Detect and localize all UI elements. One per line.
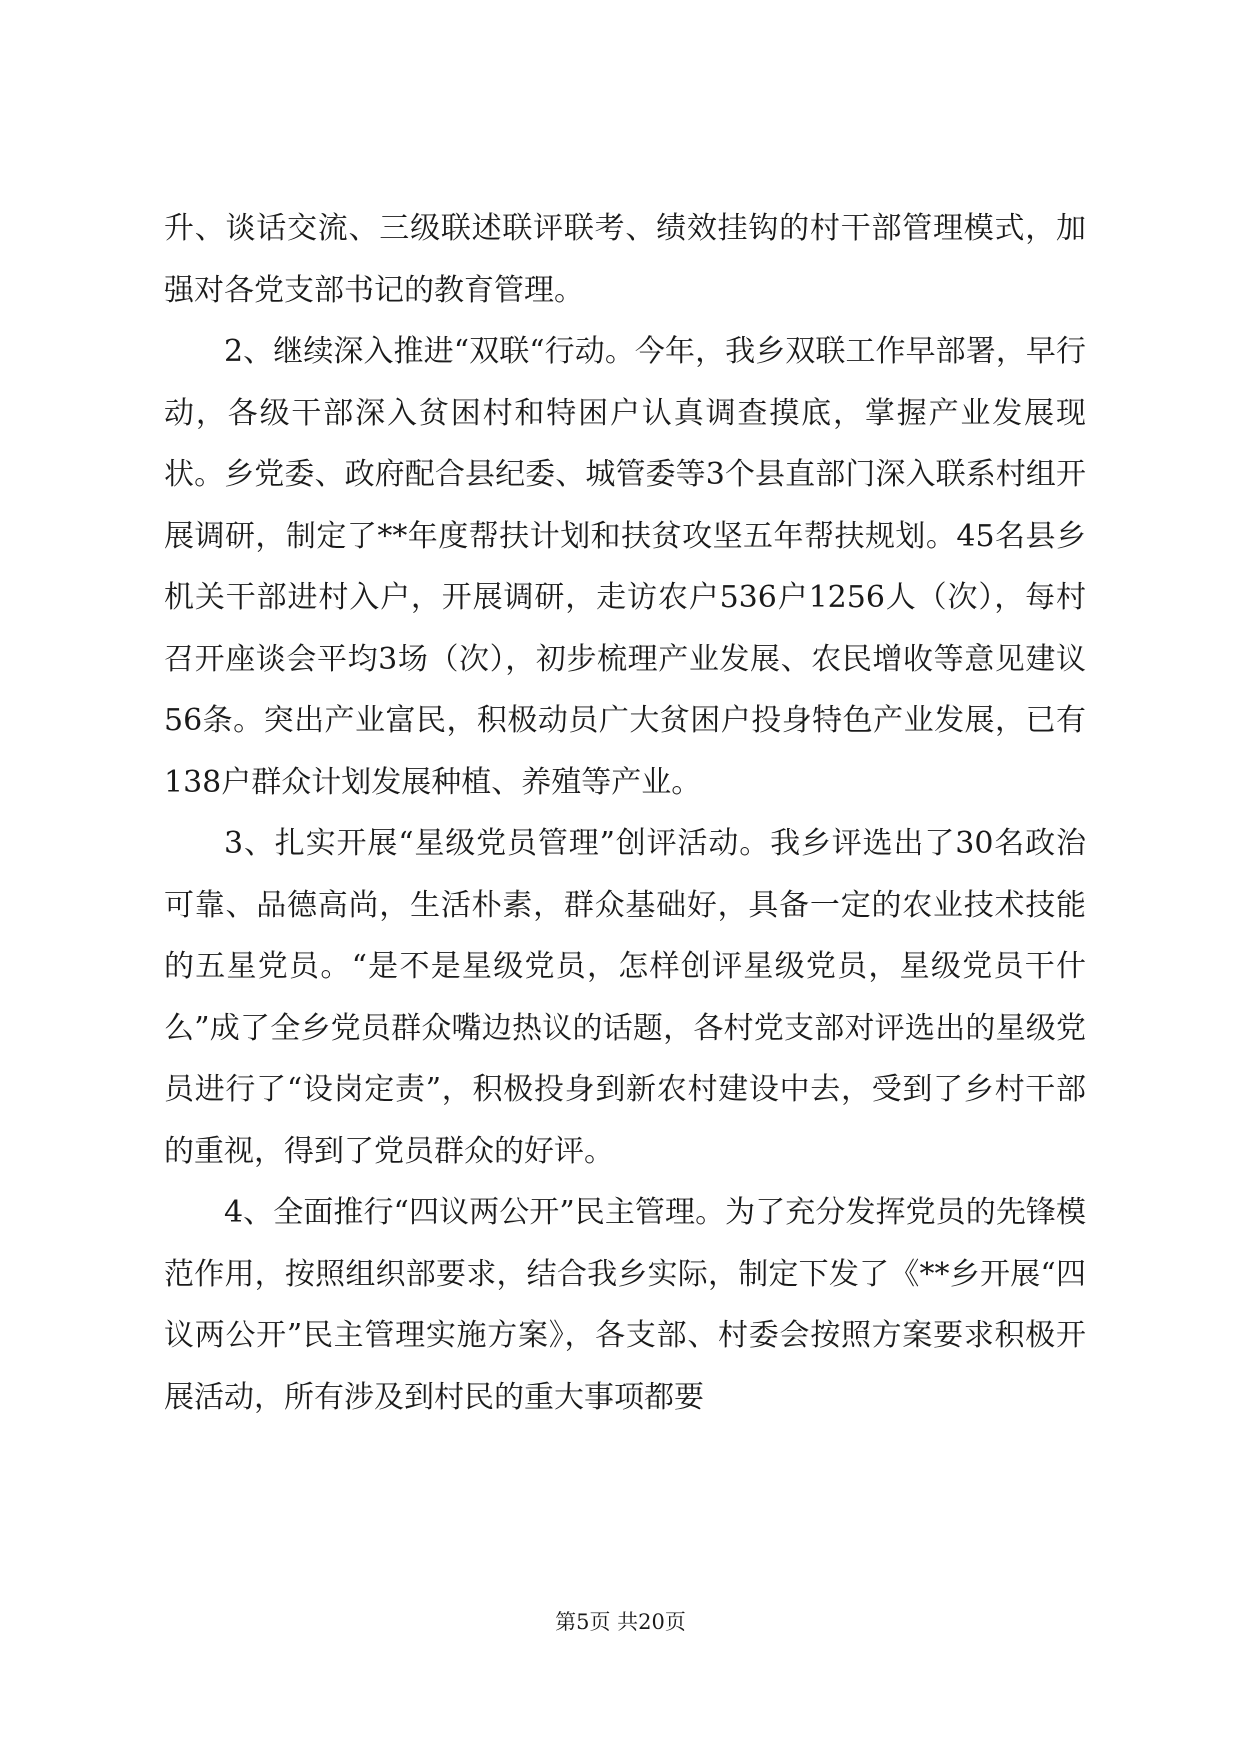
paragraph-item-2: 2、继续深入推进“双联“行动。今年，我乡双联工作早部署，早行动，各级干部深入贫困村和特困户认真调查摸底，掌握产业发展现状。乡党委、政府配合县纪委、城管委等3个县直部门深入联系村组开展调研，制定了**年度帮扶计划和扶贫攻坚五年帮扶规划。45名县乡机关干部进村入户，开展调研，走访农户536户1256人（次），每村召开座谈会平均3场（次），初步梳理产业发展、农民增收等意见建议56条。突出产业富民，积极动员广大贫困户投身特色产业发展，已有138户群众计划发展种植、养殖等产业。 [164, 334, 1086, 800]
page-number: 第5页 共20页 [555, 1610, 686, 1634]
page-footer [0, 1608, 1241, 1636]
body-text [164, 198, 1086, 1428]
paragraph-continuation: 升、谈话交流、三级联述联评联考、绩效挂钩的村干部管理模式，加强对各党支部书记的教育管理。 [164, 211, 1086, 308]
paragraph-item-3: 3、扎实开展“星级党员管理”创评活动。我乡评选出了30名政治可靠、品德高尚，生活朴素，群众基础好，具备一定的农业技术技能的五星党员。“是不是星级党员，怎样创评星级党员，星级党员干什么”成了全乡党员群众嘴边热议的话题，各村党支部对评选出的星级党员进行了“设岗定责”，积极投身到新农村建设中去，受到了乡村干部的重视，得到了党员群众的好评。 [164, 826, 1086, 1169]
paragraph-item-4: 4、全面推行“四议两公开”民主管理。为了充分发挥党员的先锋模范作用，按照组织部要求，结合我乡实际，制定下发了《**乡开展“四议两公开”民主管理实施方案》，各支部、村委会按照方案要求积极开展活动，所有涉及到村民的重大事项都要 [164, 1195, 1086, 1415]
